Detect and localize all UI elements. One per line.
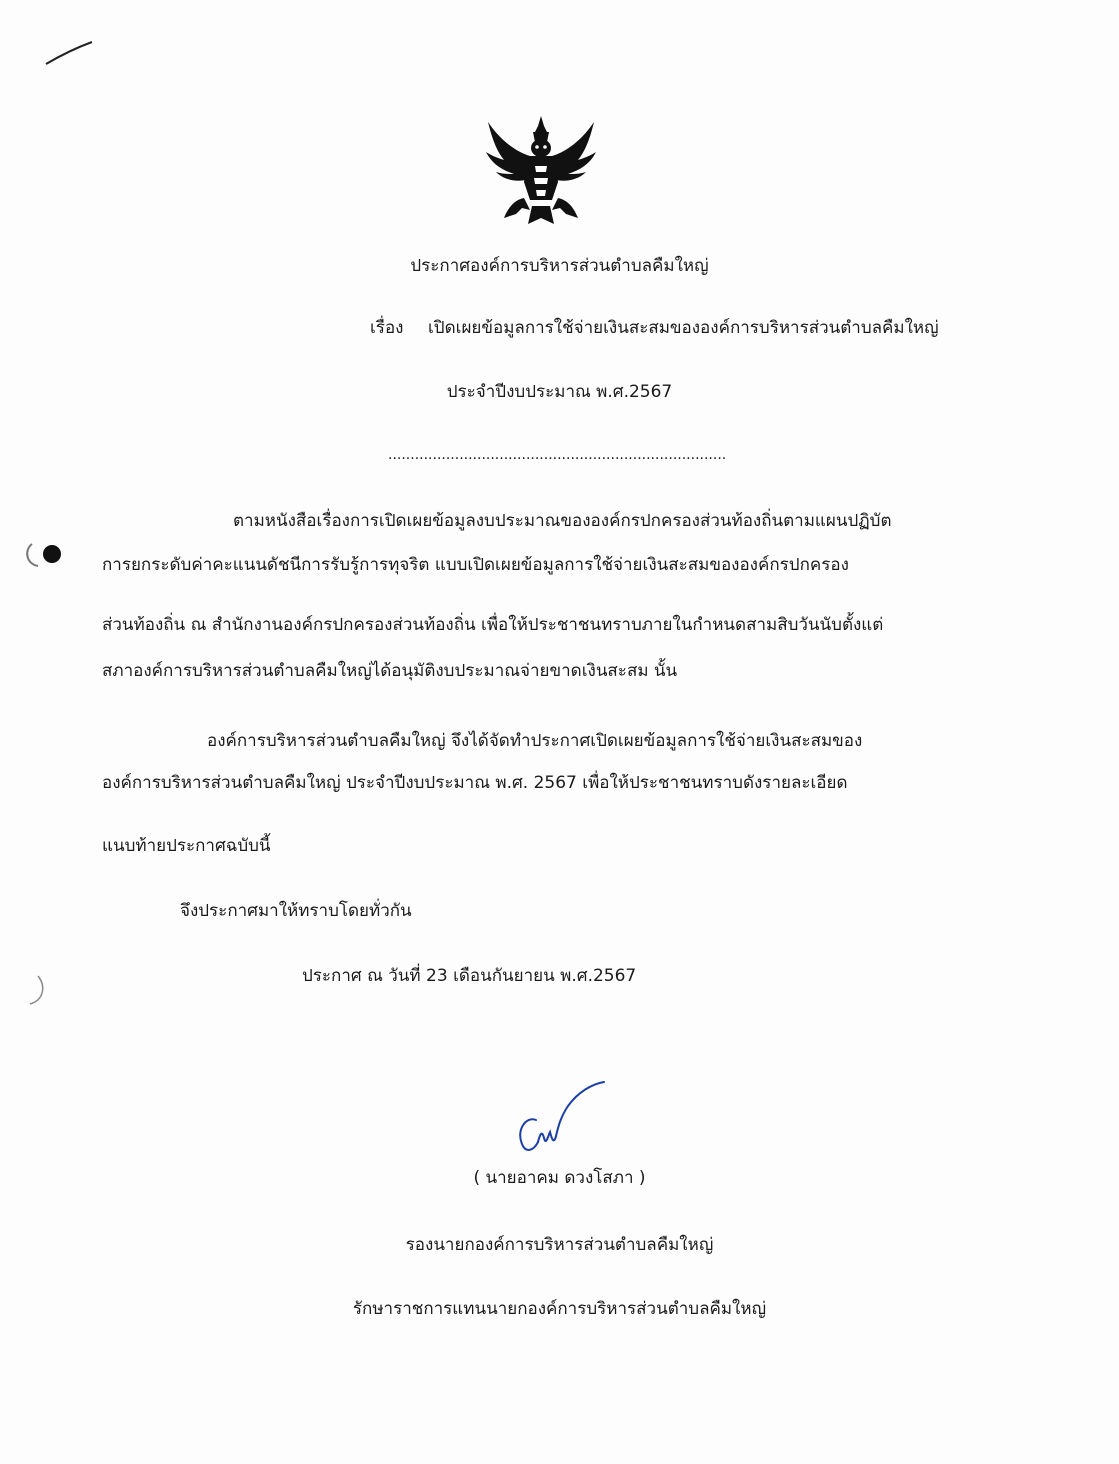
paragraph-2-line-3: แนบท้ายประกาศฉบับนี้ bbox=[102, 836, 271, 856]
dotted-separator: ............................................................................ bbox=[388, 447, 727, 463]
pen-mark bbox=[40, 36, 100, 70]
paragraph-2-line-1: องค์การบริหารส่วนตำบลคืมใหญ่ จึงได้จัดทำประกาศเปิดเผยข้อมูลการใช้จ่ายเงินสะสมของ bbox=[207, 731, 863, 751]
binder-hole-mark-2 bbox=[20, 968, 48, 1010]
handwritten-signature bbox=[508, 1078, 618, 1168]
garuda-emblem-icon bbox=[478, 112, 604, 230]
subject-prefix: เรื่อง bbox=[370, 318, 404, 338]
signatory-position: รองนายกองค์การบริหารส่วนตำบลคืมใหญ่ bbox=[405, 1235, 714, 1255]
subject-text: เปิดเผยข้อมูลการใช้จ่ายเงินสะสมขององค์การบริหารส่วนตำบลคืมใหญ่ bbox=[428, 318, 939, 338]
announcement-date: ประกาศ ณ วันที่ 23 เดือนกันยายน พ.ศ.2567 bbox=[302, 966, 637, 986]
signatory-name: ( นายอาคม ดวงโสภา ) bbox=[473, 1168, 646, 1188]
paragraph-1-line-2: การยกระดับค่าคะแนนดัชนีการรับรู้การทุจริต แบบเปิดเผยข้อมูลการใช้จ่ายเงินสะสมขององค์กรปกครอง bbox=[102, 555, 849, 575]
announcement-title: ประกาศองค์การบริหารส่วนตำบลคืมใหญ่ bbox=[410, 256, 709, 276]
binder-hole-mark bbox=[22, 538, 64, 572]
paragraph-1-line-1: ตามหนังสือเรื่องการเปิดเผยข้อมูลงบประมาณขององค์กรปกครองส่วนท้องถิ่นตามแผนปฏิบัต bbox=[233, 511, 892, 531]
closing-statement: จึงประกาศมาให้ทราบโดยทั่วกัน bbox=[180, 901, 412, 921]
paragraph-1-line-3: ส่วนท้องถิ่น ณ สำนักงานองค์กรปกครองส่วนท้องถิ่น เพื่อให้ประชาชนทราบภายในกำหนดสามสิบวันนับตั้งแต่ bbox=[102, 615, 884, 635]
paragraph-2-line-2: องค์การบริหารส่วนตำบลคืมใหญ่ ประจำปีงบประมาณ พ.ศ. 2567 เพื่อให้ประชาชนทราบดังรายละเอียด bbox=[102, 773, 848, 793]
paragraph-1-line-4: สภาองค์การบริหารส่วนตำบลคืมใหญ่ได้อนุมัติงบประมาณจ่ายขาดเงินสะสม นั้น bbox=[102, 661, 678, 681]
fiscal-year: ประจำปีงบประมาณ พ.ศ.2567 bbox=[446, 382, 673, 402]
signatory-acting-position: รักษาราชการแทนนายกองค์การบริหารส่วนตำบลคืมใหญ่ bbox=[352, 1299, 767, 1319]
